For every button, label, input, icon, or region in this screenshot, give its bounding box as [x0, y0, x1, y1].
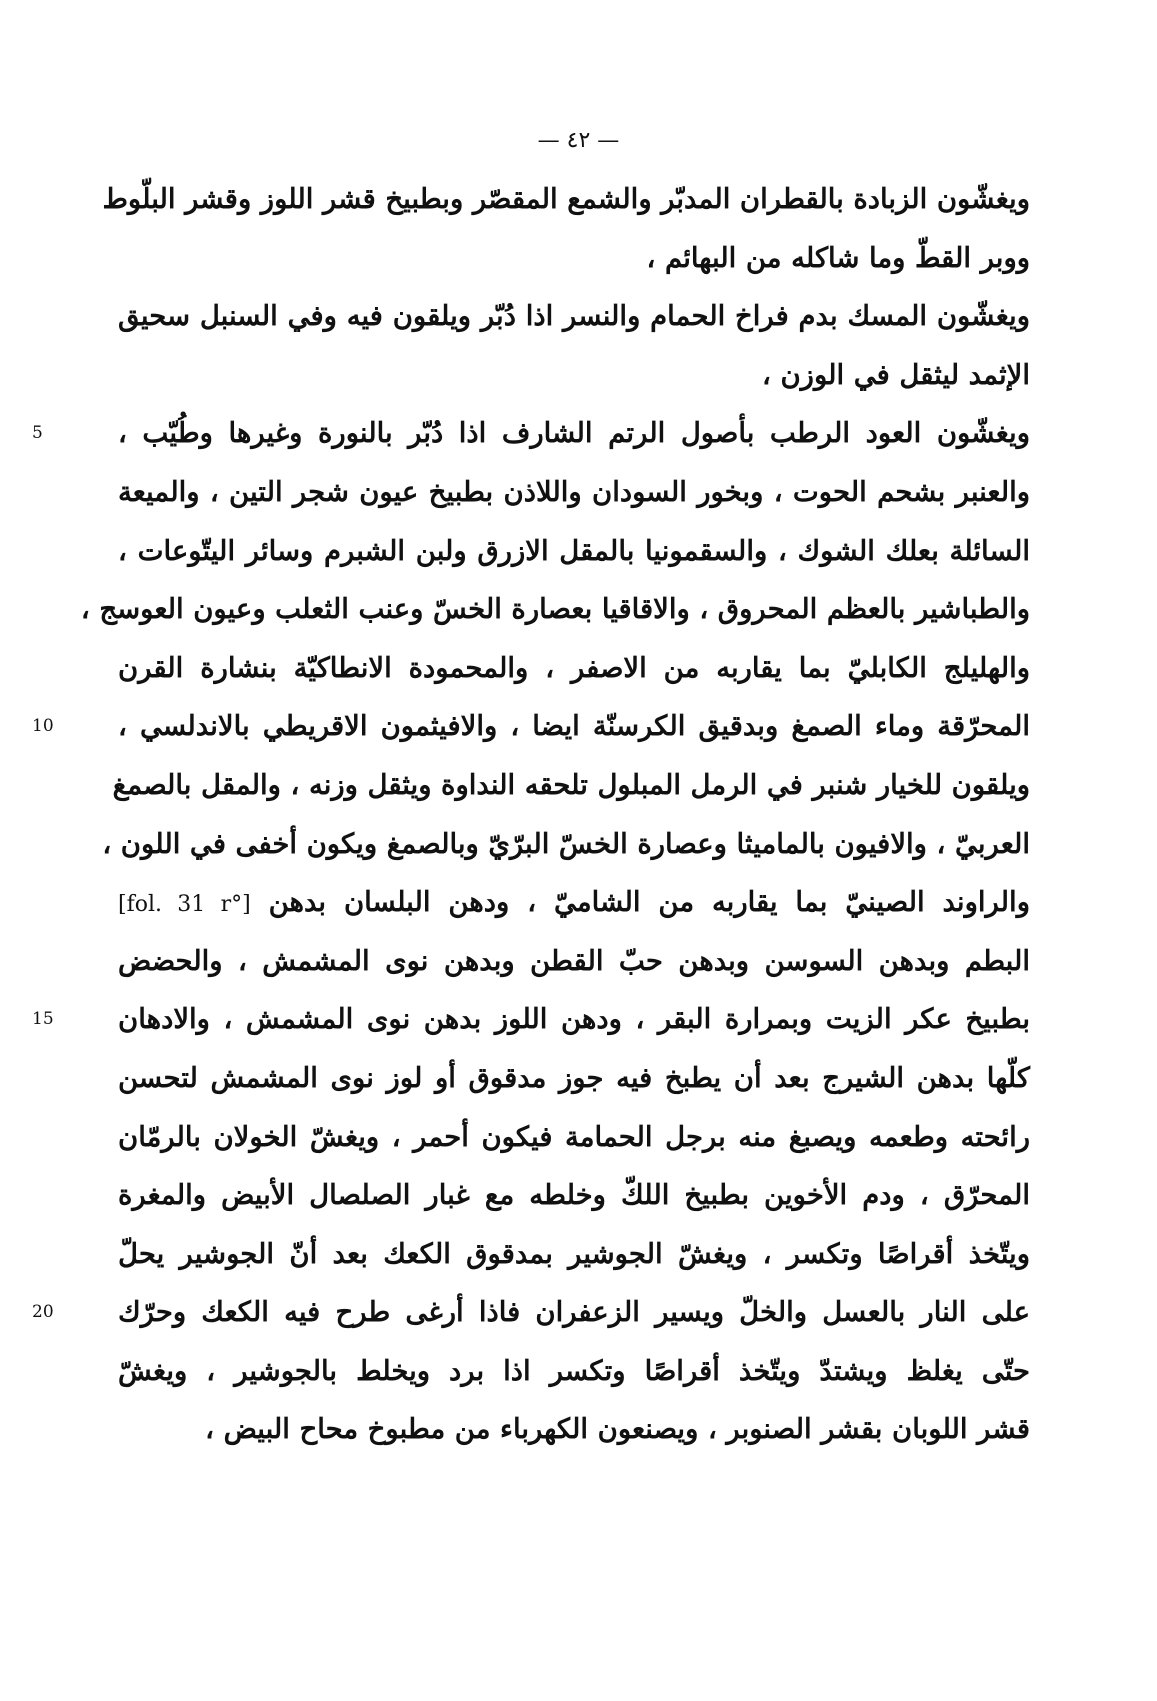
- text-line: [118, 1342, 1030, 1401]
- line-text: والطباشير بالعظم المحروق ، والاقاقيا بعصارة الخسّ وعنب الثعلب وعيون العوسج ،: [80, 593, 1030, 626]
- text-line: [118, 463, 1030, 522]
- text-line: [118, 873, 1030, 932]
- line-text: كلّها بدهن الشيرج بعد أن يطبخ فيه جوز مدقوق أو لوز نوى المشمش لتحسن: [118, 1061, 1030, 1094]
- line-text: رائحته وطعمه ويصبغ منه برجل الحمامة فيكون أحمر ، ويغشّ الخولان بالرمّان: [118, 1120, 1030, 1153]
- line-text: العربيّ ، والافيون بالماميثا وعصارة الخسّ البرّيّ وبالصمغ ويكون أخفى في اللون ،: [102, 827, 1030, 860]
- text-line: [118, 1049, 1030, 1108]
- line-text: البطم وبدهن السوسن وبدهن حبّ القطن وبدهن نوى المشمش ، والحضض: [118, 944, 1030, 977]
- text-line: [32, 1283, 1030, 1342]
- text-line: [32, 404, 1030, 463]
- text-line: [118, 932, 1030, 991]
- text-line: [112, 756, 1030, 815]
- line-text: حتّى يغلظ ويشتدّ ويتّخذ أقراصًا وتكسر اذا برد ويخلط بالجوشير ، ويغشّ: [118, 1354, 1030, 1387]
- text-line: [118, 639, 1030, 698]
- line-text: والراوند الصينيّ بما يقاربه من الشاميّ ، ودهن البلسان بدهن: [268, 886, 1030, 919]
- text-line: [32, 990, 1030, 1049]
- line-text: ويغشّون الزبادة بالقطران المدبّر والشمع المقصّر وبطبيخ قشر اللوز وقشر البلّوط: [102, 183, 1030, 215]
- text-line: [118, 1225, 1030, 1284]
- line-text: الإثمد ليثقل في الوزن ،: [762, 358, 1030, 391]
- line-text: بطبيخ عكر الزيت وبمرارة البقر ، ودهن اللوز بدهن نوى المشمش ، والادهان: [118, 1003, 1030, 1036]
- line-text: ويغشّون العود الرطب بأصول الرتم الشارف اذا دُبّر بالنورة وغيرها وطُيّب ،: [118, 417, 1030, 450]
- line-text: على النار بالعسل والخلّ ويسير الزعفران فاذا أرغى طرح فيه الكعك وحرّك: [118, 1296, 1030, 1329]
- line-text: والهليلج الكابليّ بما يقاربه من الاصفر ، والمحمودة الانطاكيّة بنشارة القرن: [118, 651, 1030, 684]
- line-text: ويتّخذ أقراصًا وتكسر ، ويغشّ الجوشير بمدقوق الكعك بعد أنّ الجوشير يحلّ: [118, 1237, 1030, 1270]
- page-number: — ٤٢ —: [537, 128, 620, 153]
- line-number: 20: [32, 1302, 54, 1323]
- text-line: [80, 580, 1030, 639]
- text-line: [32, 697, 1030, 756]
- text-line: [118, 1166, 1030, 1225]
- line-text: ويلقون للخيار شنبر في الرمل المبلول تلحقه النداوة ويثقل وزنه ، والمقل بالصمغ: [112, 768, 1030, 801]
- line-text: ويغشّون المسك بدم فراخ الحمام والنسر اذا دُبّر ويلقون فيه وفي السنبل سحيق: [118, 300, 1030, 333]
- text-line: [118, 1400, 1030, 1459]
- text-body: [32, 170, 1030, 1459]
- line-number: 10: [32, 716, 54, 737]
- line-text: ووبر القطّ وما شاكله من البهائم ،: [646, 241, 1030, 274]
- line-text: المحرّق ، ودم الأخوين بطبيخ اللكّ وخلطه مع غبار الصلصال الأبيض والمغرة: [118, 1179, 1030, 1212]
- folio-marker: [fol. 31 r°]: [118, 892, 251, 918]
- text-line: [118, 229, 1030, 288]
- text-line: [118, 522, 1030, 581]
- line-number: 15: [32, 1009, 54, 1030]
- text-line: [118, 1108, 1030, 1167]
- line-number: 5: [32, 423, 43, 444]
- text-line: [102, 815, 1030, 874]
- text-line: [118, 287, 1030, 346]
- text-line: [102, 170, 1030, 229]
- line-text: السائلة بعلك الشوك ، والسقمونيا بالمقل الازرق ولبن الشبرم وسائر اليتّوعات ،: [118, 534, 1030, 567]
- line-text: والعنبر بشحم الحوت ، وبخور السودان واللاذن بطبيخ عيون شجر التين ، والميعة: [118, 475, 1030, 508]
- text-line: [118, 346, 1030, 405]
- line-text: المحرّقة وماء الصمغ وبدقيق الكرسنّة ايضا ، والافيثمون الاقريطي بالاندلسي ،: [118, 710, 1030, 743]
- line-text: قشر اللوبان بقشر الصنوبر ، ويصنعون الكهرباء من مطبوخ محاح البيض ،: [205, 1413, 1030, 1446]
